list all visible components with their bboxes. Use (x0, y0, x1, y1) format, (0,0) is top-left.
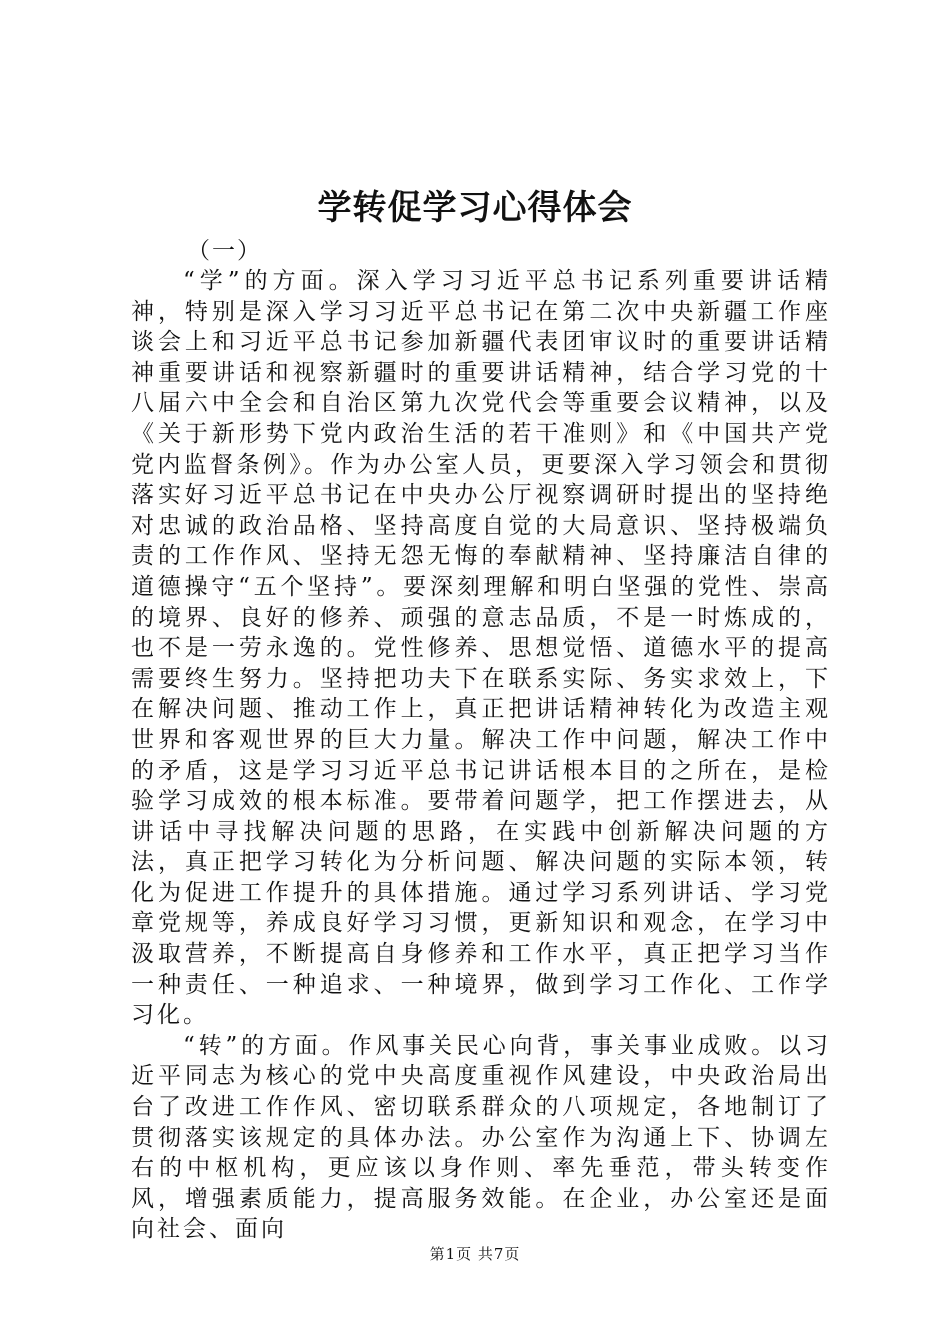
page-indicator: 第1页 共7页 (429, 1245, 521, 1263)
document-body (131, 236, 831, 1245)
document-title: 学转促学习心得体会 (317, 188, 633, 228)
section-label: （一） (187, 238, 262, 264)
paragraph-study: “学”的方面。深入学习习近平总书记系列重要讲话精神，特别是深入学习习近平总书记在第二次中央新疆工作座谈会上和习近平总书记参加新疆代表团审议时的重要讲话精神重要讲话和视察新疆时的重要讲话精神，结合学习党的十八届六中全会和自治区第九次党代会等重要会议精神，以及《关于新形势下党内政治生活的若干准则》和《中国共产党党内监督条例》。作为办公室人员，更要深入学习领会和贯彻落实好习近平总书记在中央办公厅视察调研时提出的坚持绝对忠诚的政治品格、坚持高度自觉的大局意识、坚持极端负责的工作作风、坚持无怨无悔的奉献精神、坚持廉洁自律的道德操守“五个坚持”。要深刻理解和明白坚强的党性、崇高的境界、良好的修养、顽强的意志品质，不是一时炼成的，也不是一劳永逸的。党性修养、思想觉悟、道德水平的提高需要终生努力。坚持把功夫下在联系实际、务实求效上，下在解决问题、推动工作上，真正把讲话精神转化为改造主观世界和客观世界的巨大力量。解决工作中问题，解决工作中的矛盾，这是学习习近平总书记讲话根本目的之所在，是检验学习成效的根本标准。要带着问题学，把工作摆进去，从讲话中寻找解决问题的思路，在实践中创新解决问题的方法，真正把学习转化为分析问题、解决问题的实际本领，转化为促进工作提升的具体措施。通过学习系列讲话、学习党章党规等，养成良好学习习惯，更新知识和观念，在学习中汲取营养，不断提高自身修养和工作水平，真正把学习当作一种责任、一种追求、一种境界，做到学习工作化、工作学习化。 (131, 268, 831, 1029)
paragraph-transform: “转”的方面。作风事关民心向背，事关事业成败。以习近平同志为核心的党中央高度重视作风建设，中央政治局出台了改进工作作风、密切联系群众的八项规定，各地制订了贯彻落实该规定的具体办法。办公室作为沟通上下、协调左右的中枢机构，更应该以身作则、率先垂范，带头转变作风，增强素质能力，提高服务效能。在企业，办公室还是面向社会、面向 (131, 1032, 831, 1243)
